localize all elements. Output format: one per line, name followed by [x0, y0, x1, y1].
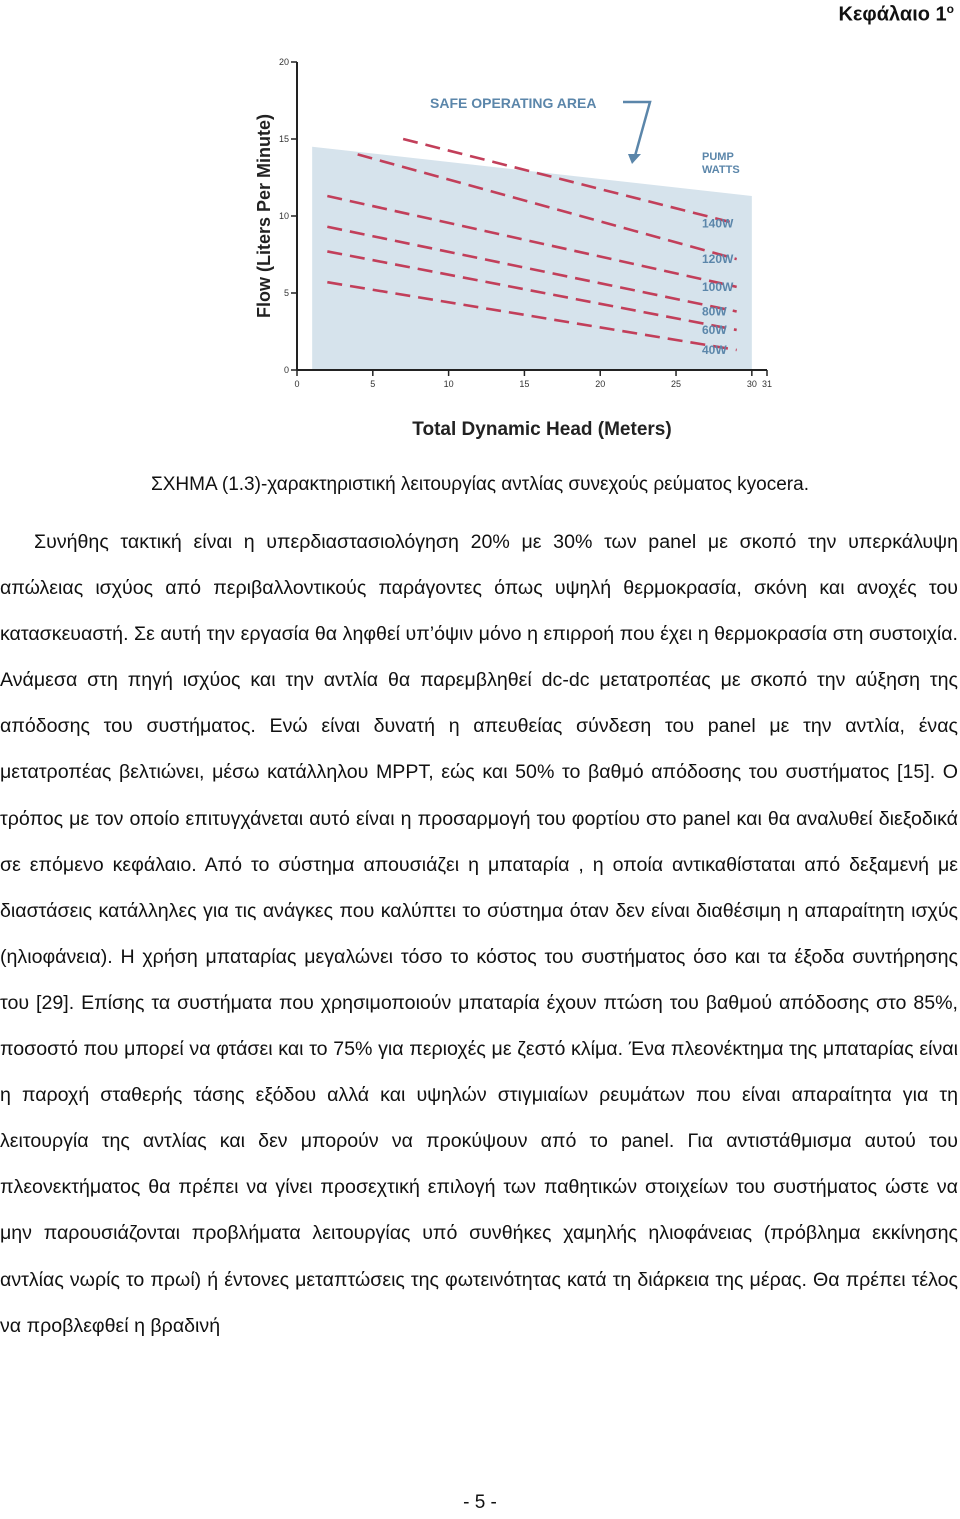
- x-tick-label: 20: [595, 379, 606, 389]
- paragraph-text: Συνήθης τακτική είναι η υπερδιαστασιολόγηση 20% με 30% των panel με σκοπό την υπερκάλυψη απώλειας ισχύος από περιβαλλοντικούς παράγοντες όπως υψηλή θερμοκρασία, σκόνη και ανοχές του κατασκευαστή. Σε αυτή την εργασία θα ληφθεί υπ’όψιν μόνο η επιρροή που έχει η θερμοκρασία στη συστοιχία. Ανάμεσα στη πηγή ισχύος και την αντλία θα παρεμβληθεί dc-dc μετατροπέας με σκοπό την αύξηση της απόδοσης του συστήματος. Ενώ είναι δυνατή η απευθείας σύνδεση του panel με την αντλία, ένας μετατροπέας βελτιώνει, μέσω κατάλληλου MPPT, εώς και 50% το βαθμό απόδοσης του συστήματος [15]. Ο τρόπος με τον οποίο επιτυγχάνεται αυτό είναι η προσαρμογή του φορτίου στο panel και θα αναλυθεί διεξοδικά σε επόμενο κεφάλαιο. Από το σύστημα απουσιάζει η μπαταρία , η οποία αντικαθίσταται από δεξαμενή με διαστάσεις κατάλληλες για τις ανάγκες που καλύπτει το σύστημα όταν δεν είναι διαθέσιμη η απαραίτητη ισχύς (ηλιοφάνεια). Η χρήση μπαταρίας μεγαλώνει τόσο το κόστος του συστήματος όσο και τα έξοδα συντήρησης του [29]. Επίσης τα συστήματα που χρησιμοποιούν μπαταρία έχουν πτώση του βαθμού απόδοσης στο 85%, ποσοστό που μπορεί να φτάσει και το 75% για περιοχές με ζεστό κλίμα. Ένα πλεονέκτημα της μπαταρίας είναι η παροχή σταθερής τάσης εξόδου αλλά και υψηλών στιγμιαίων ρευμάτων που είναι απαραίτητα για τη λειτουργία της αντλίας και δεν μπορούν να προκύψουν από το panel. Για αντιστάθμισμα αυτού του πλεονεκτήματος θα πρέπει να γίνει προσεχτική επιλογή των παθητικών στοιχείων του συστήματος ώστε να μην παρουσιάζονται προβλήματα λειτουργίας υπό συνθήκες χαμηλής ηλιοφάνειας (πρόβλημα εκκίνησης αντλίας νωρίς το πρωί) ή έντονες μεταπτώσεις της φωτεινότητας κατά τη διάρκεια της μέρας. Θα πρέπει τέλος να προβλεφθεί η βραδινή: [0, 531, 958, 1337]
- x-tick-label: 15: [519, 379, 530, 389]
- x-tick-label: 10: [443, 379, 454, 389]
- chapter-header: [838, 2, 954, 27]
- y-tick-label: 15: [278, 134, 289, 144]
- figure-caption: ΣΧΗΜΑ (1.3)-χαρακτηριστική λειτουργίας αντλίας συνεχούς ρεύματος kyocera.: [151, 474, 809, 495]
- legend-title: PUMP: [702, 151, 734, 163]
- y-tick-label: 20: [278, 57, 289, 67]
- chapter-title: Κεφάλαιο 1: [838, 3, 947, 26]
- safe-operating-area: [312, 147, 752, 370]
- y-tick-label: 10: [278, 211, 289, 221]
- x-axis-label: Total Dynamic Head (Meters): [412, 419, 672, 440]
- legend-label: 60W: [702, 322, 727, 337]
- y-axis-label: Flow (Liters Per Minute): [254, 113, 274, 319]
- legend-title: WATTS: [702, 164, 740, 176]
- safe-area-annotation: SAFE OPERATING AREA: [430, 95, 597, 111]
- legend-label: 40W: [702, 342, 727, 357]
- x-tick-label: 30: [746, 379, 757, 389]
- y-tick-label: 5: [283, 288, 289, 298]
- legend-label: 120W: [702, 252, 734, 267]
- annotation-arrow: [623, 102, 650, 156]
- body-paragraph: [0, 519, 958, 1349]
- chapter-superscript: ο: [946, 2, 954, 16]
- x-tick-label: 25: [671, 379, 682, 389]
- x-tick-label: 31: [761, 379, 773, 389]
- y-tick-label: 0: [283, 365, 289, 375]
- legend-label: 100W: [702, 279, 734, 294]
- annotation-arrowhead: [628, 154, 641, 164]
- pump-flow-chart: [240, 50, 780, 450]
- x-tick-label: 5: [370, 379, 376, 389]
- legend-label: 140W: [702, 216, 734, 231]
- x-tick-label: 0: [294, 379, 300, 389]
- legend-label: 80W: [702, 304, 727, 319]
- page-number: - 5 -: [463, 1492, 497, 1513]
